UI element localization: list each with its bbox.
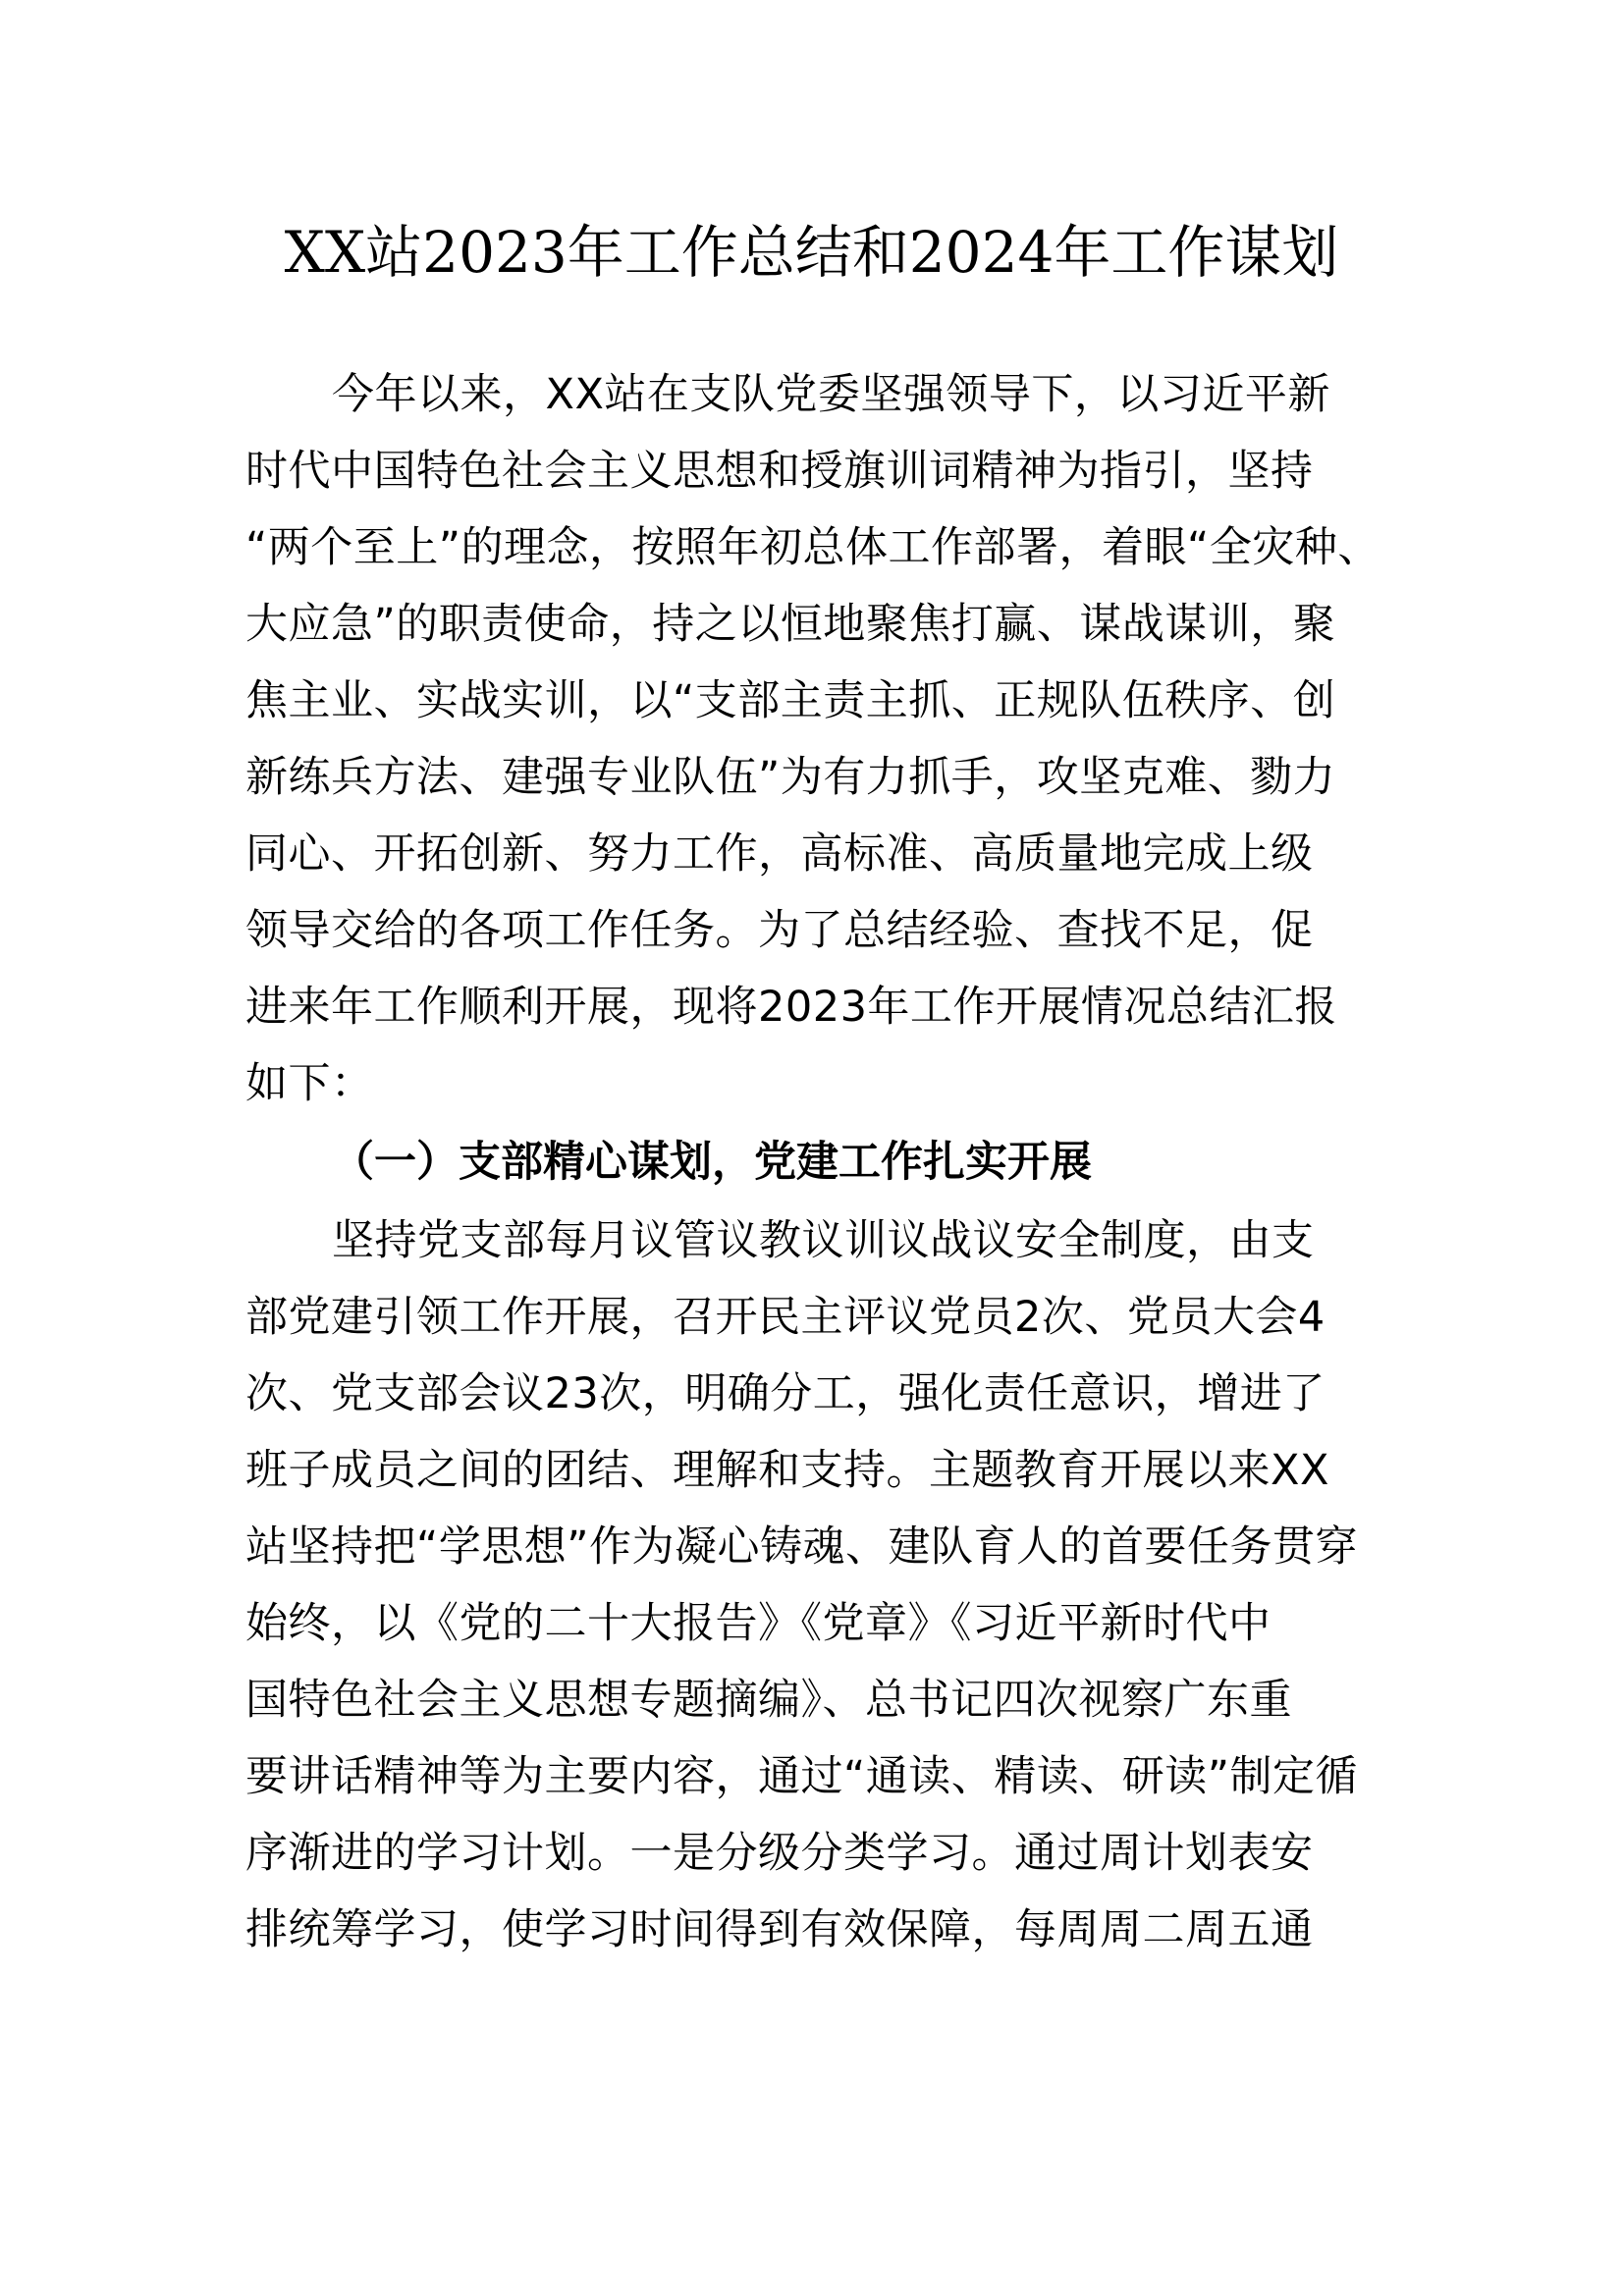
paragraph-line: 要讲话精神等为主要内容，通过“通读、精读、研读”制定循 [245,1752,1359,1801]
paragraph-line: 领导交给的各项工作任务。为了总结经验、查找不足，促 [245,906,1314,955]
paragraph-line: 排统筹学习，使学习时间得到有效保障，每周周二周五通 [245,1905,1314,1954]
paragraph-line: 次、党支部会议23次，明确分工，强化责任意识，增进了 [245,1369,1325,1418]
paragraph-line: “两个至上”的理念，按照年初总体工作部署，着眼“全灾种、 [245,523,1380,572]
paragraph-line: 部党建引领工作开展，召开民主评议党员2次、党员大会4 [245,1293,1325,1342]
paragraph-line: 今年以来，XX站在支队党委坚强领导下，以习近平新 [332,370,1330,419]
paragraph-line: 站坚持把“学思想”作为凝心铸魂、建队育人的首要任务贯穿 [245,1522,1359,1572]
paragraph-line: 进来年工作顺利开展，现将2023年工作开展情况总结汇报 [245,983,1337,1032]
paragraph-line: 时代中国特色社会主义思想和授旗训词精神为指引，坚持 [245,447,1314,496]
paragraph-line: 班子成员之间的团结、理解和支持。主题教育开展以来XX [245,1446,1329,1495]
paragraph-line: 同心、开拓创新、努力工作，高标准、高质量地完成上级 [245,829,1314,879]
paragraph-line: 如下： [245,1059,374,1108]
paragraph-line: 新练兵方法、建强专业队伍”为有力抓手，攻坚克难、勠力 [245,753,1336,802]
paragraph-line: 国特色社会主义思想专题摘编》、总书记四次视察广东重 [245,1676,1292,1725]
paragraph-line: 坚持党支部每月议管议教议训议战议安全制度，由支 [332,1216,1315,1265]
paragraph-line: 大应急”的职责使命，持之以恒地聚焦打赢、谋战谋训，聚 [245,600,1336,649]
paragraph-line: 序渐进的学习计划。一是分级分类学习。通过周计划表安 [245,1829,1314,1878]
section-heading: （一）支部精心谋划，党建工作扎实开展 [332,1138,1092,1187]
paragraph-line: 始终，以《党的二十大报告》《党章》《习近平新时代中 [245,1599,1271,1648]
document-title: XX站2023年工作总结和2024年工作谋划 [284,219,1339,286]
paragraph-line: 焦主业、实战实训，以“支部主责主抓、正规队伍秩序、创 [245,676,1336,725]
